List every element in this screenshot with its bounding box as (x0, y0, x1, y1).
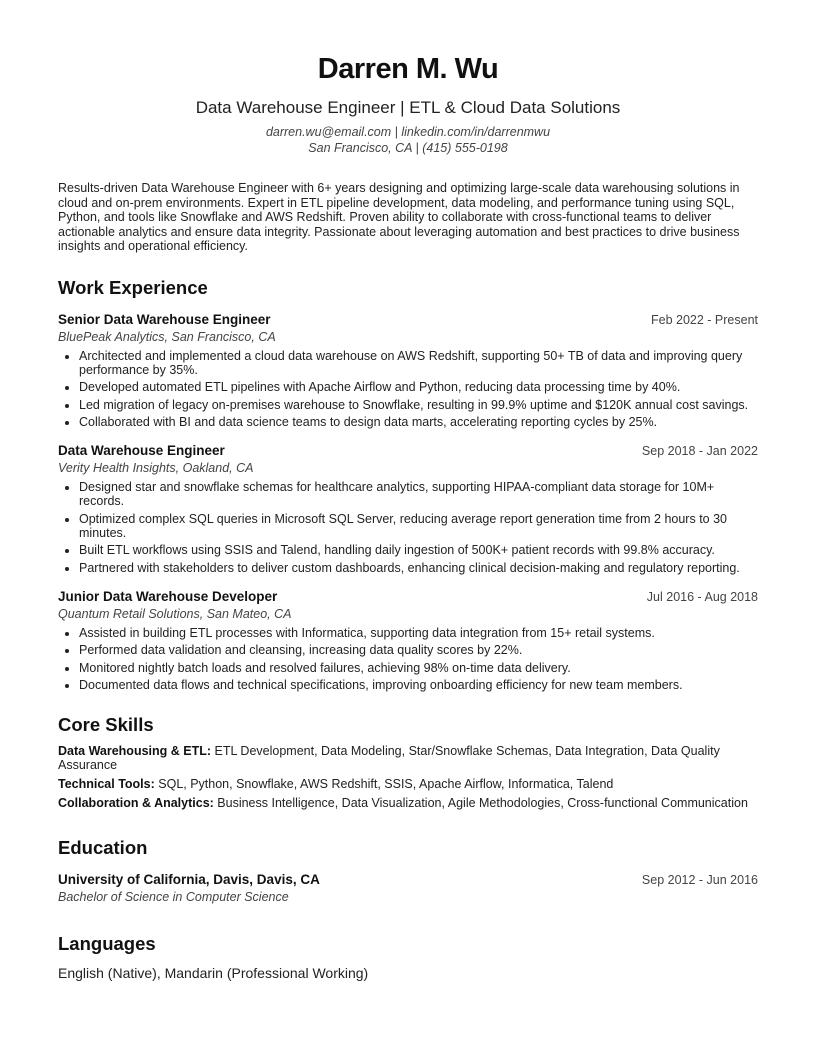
job-bullet: • Optimized complex SQL queries in Microsoft SQL Server, reducing average report generation time from 2 hours to 30 minutes. (79, 512, 758, 540)
job-organization: Quantum Retail Solutions, San Mateo, CA (58, 606, 292, 621)
job-title: Junior Data Warehouse Developer (58, 588, 278, 604)
school-name: University of California, Davis, Davis, CA (58, 872, 320, 887)
resume-header (58, 0, 758, 156)
skill-value: ETL Development, Data Modeling, Star/Snowflake Schemas, Data Integration, Data Quality Assurance (58, 744, 720, 772)
skill-value: Business Intelligence, Data Visualization, Agile Methodologies, Cross-functional Communication (213, 796, 748, 810)
job-bullet: • Performed data validation and cleansing, increasing data quality scores by 22%. (79, 643, 758, 657)
job-bullet: • Documented data flows and technical specifications, improving onboarding efficiency for new team members. (79, 678, 758, 692)
headline: Data Warehouse Engineer | ETL & Cloud Data Solutions (195, 98, 621, 117)
job-bullet: • Collaborated with BI and data science teams to design data marts, accelerating reporting cycles by 25%. (79, 415, 758, 429)
skills-list (58, 744, 758, 810)
job-bullet: • Partnered with stakeholders to deliver custom dashboards, enhancing clinical decision-making and regulatory reporting. (79, 561, 758, 575)
candidate-name: Darren M. Wu (317, 53, 499, 85)
languages-heading: Languages (58, 933, 156, 954)
skill-label: Technical Tools: (58, 777, 155, 791)
skill-label: Collaboration & Analytics: (58, 796, 214, 810)
skill-value: SQL, Python, Snowflake, AWS Redshift, SSIS, Apache Airflow, Informatica, Talend (154, 777, 614, 791)
job-bullet: • Assisted in building ETL processes with Informatica, supporting data integration from 15+ retail systems. (79, 626, 758, 640)
skill-row (58, 796, 758, 810)
job-bullets (58, 626, 758, 693)
core-skills-heading: Core Skills (58, 714, 154, 735)
skill-label: Data Warehousing & ETL: (58, 744, 212, 758)
job-bullet: • Led migration of legacy on-premises warehouse to Snowflake, resulting in 99.9% uptime and $120K annual cost savings. (79, 398, 758, 412)
job-entry (58, 442, 758, 575)
work-experience-heading: Work Experience (58, 276, 208, 298)
job-title: Data Warehouse Engineer (58, 443, 225, 458)
job-bullet: • Architected and implemented a cloud data warehouse on AWS Redshift, supporting 50+ TB of data and improving query performance by 35%. (79, 349, 758, 377)
contact-line-location-phone: San Francisco, CA | (415) 555-0198 (308, 140, 508, 155)
job-bullet: • Developed automated ETL pipelines with Apache Airflow and Python, reducing data processing time by 40%. (79, 380, 758, 394)
job-dates: Feb 2022 - Present (650, 312, 758, 327)
contact-line-email-linkedin: darren.wu@email.com | linkedin.com/in/darrenmwu (265, 125, 551, 139)
job-bullet: • Monitored nightly batch loads and resolved failures, achieving 98% on-time data delivery. (79, 661, 758, 675)
skill-row (58, 744, 758, 772)
job-organization: Verity Health Insights, Oakland, CA (58, 461, 254, 475)
job-bullets (58, 349, 758, 430)
education-heading: Education (58, 837, 148, 858)
job-title: Senior Data Warehouse Engineer (58, 311, 271, 327)
skill-row (58, 777, 758, 791)
job-organization: BluePeak Analytics, San Francisco, CA (58, 329, 276, 344)
languages-list: English (Native), Mandarin (Professional Working) (58, 965, 369, 981)
job-dates: Jul 2016 - Aug 2018 (646, 589, 758, 604)
education-dates: Sep 2012 - Jun 2016 (641, 873, 758, 887)
job-bullets (58, 480, 758, 575)
summary-paragraph: Results-driven Data Warehouse Engineer with 6+ years designing and optimizing large-scale data warehousing solutions in cloud and on-prem environments. Expert in ETL pipeline development, data modeling, and performance tuning using SQL, Python, and tools like Snowflake and AWS Redshift. Proven ability to collaborate with cross-functional teams to deliver actionable analytics and ensure data integrity. Passionate about leveraging automation and best practices to drive business insights and operational efficiency. (58, 181, 740, 253)
job-bullet: • Designed star and snowflake schemas for healthcare analytics, supporting HIPAA-compliant data storage for 10M+ records. (79, 480, 758, 508)
job-entry (58, 588, 758, 693)
degree: Bachelor of Science in Computer Science (58, 890, 289, 904)
job-bullet: • Built ETL workflows using SSIS and Talend, handling daily ingestion of 500K+ patient records with 99.8% accuracy. (79, 543, 758, 557)
education-entry (58, 871, 758, 906)
job-entry (58, 311, 758, 430)
job-dates: Sep 2018 - Jan 2022 (641, 444, 758, 458)
